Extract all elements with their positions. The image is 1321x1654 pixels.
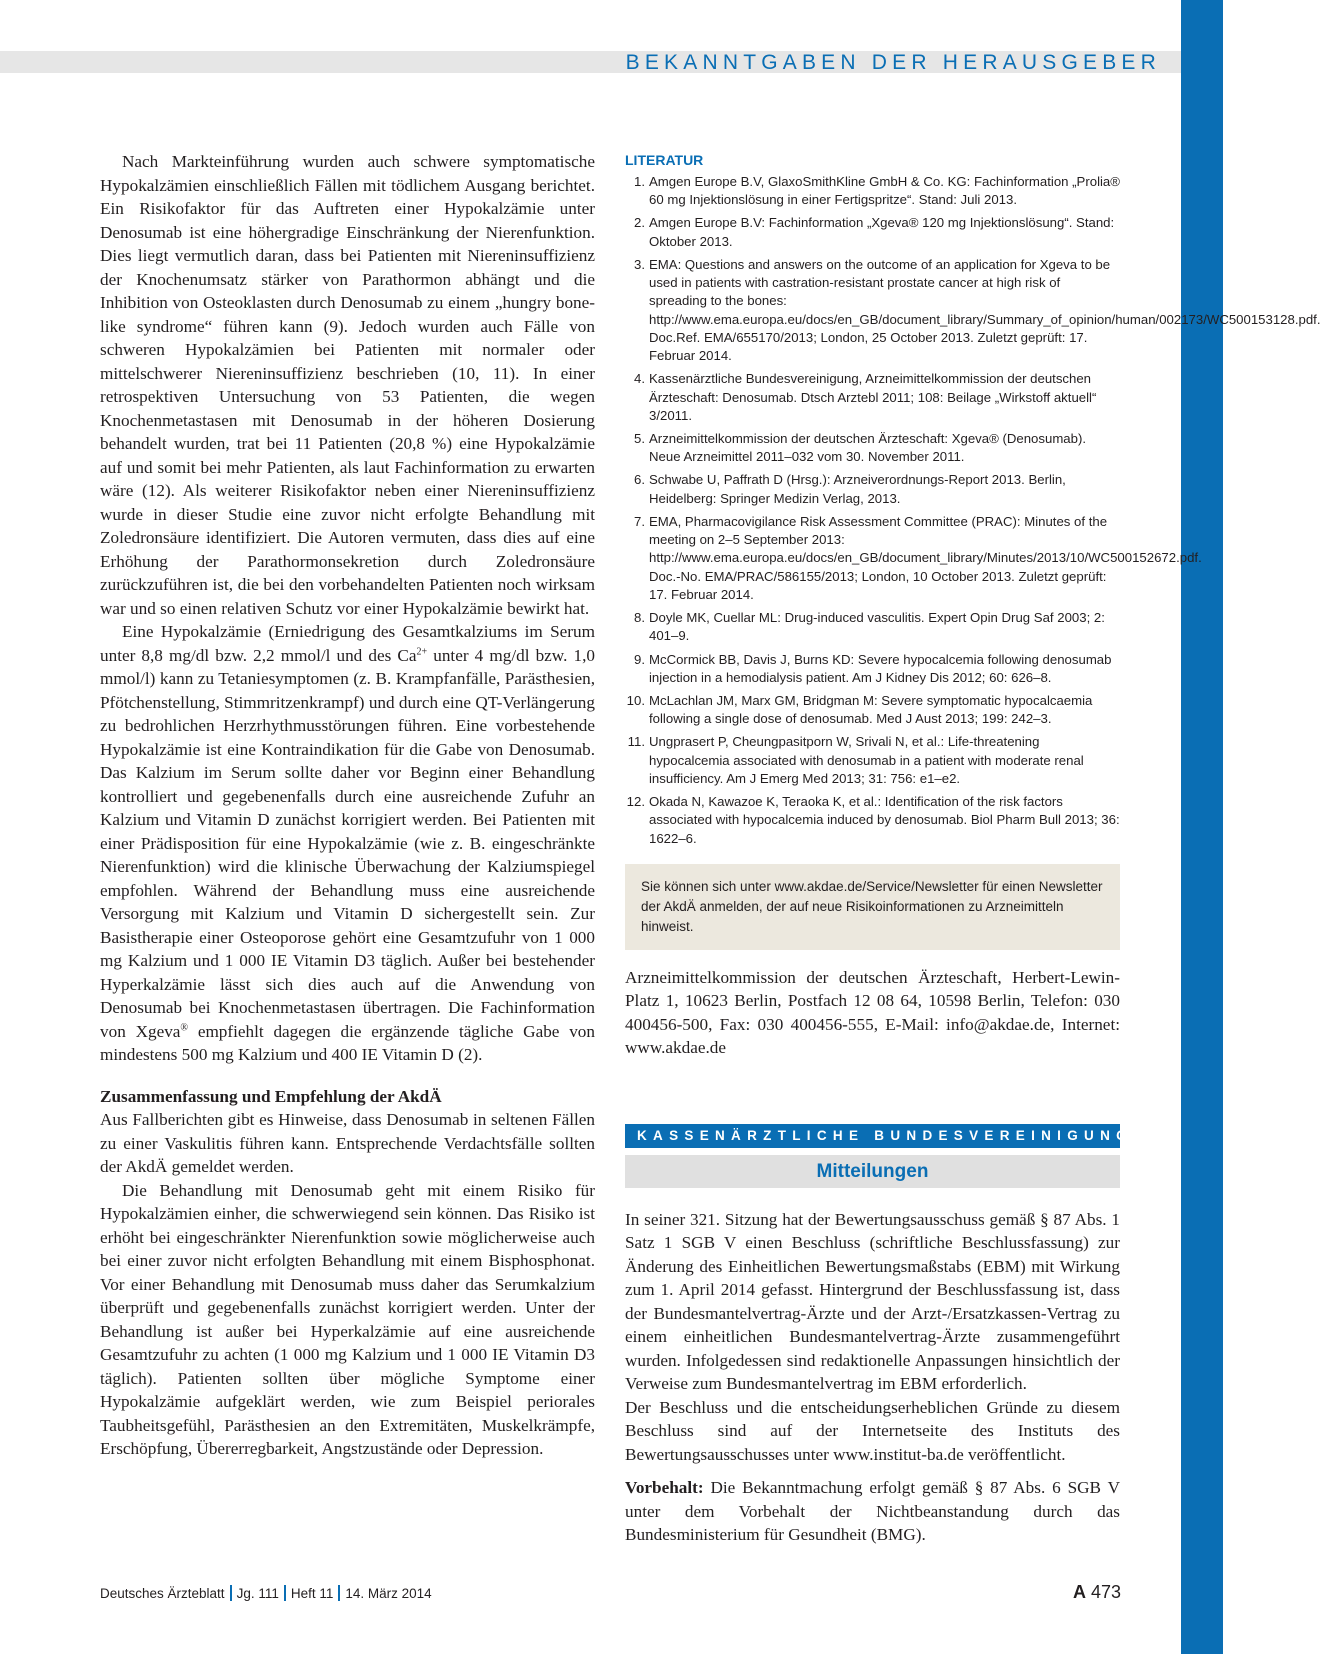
vorbehalt-text: Die Bekanntmachung erfolgt gemäß § 87 Abs. 6 SGB V unter dem Vorbehalt der Nichtbeanstandung durch das Bundesministerium für Gesundheit (BMG).	[625, 1478, 1120, 1545]
contact-paragraph: Arzneimittelkommission der deutschen Ärzteschaft, Herbert-Lewin-Platz 1, 10623 Berlin, Postfach 12 08 64, 10598 Berlin, Telefon: 030 400456-500, Fax: 030 400456-555, E-Mail: info@akdae.de, Internet: www.akdae.de	[625, 967, 1120, 1058]
kbv-section-bar: KASSENÄRZTLICHE BUNDESVEREINIGUNG	[625, 1124, 1120, 1148]
footer-volume: Jg. 111	[236, 1586, 279, 1601]
left-column	[100, 150, 595, 1461]
reference-text: Ungprasert P, Cheungpasitporn W, Srivali N, et al.: Life-threatening hypocalcemia associated with denosumab in a patient with moderate renal insufficiency. Am J Emerg Med 2013; 31: 756: e1–e2.	[649, 734, 1084, 786]
paragraph-2-text-c: empfiehlt dagegen die ergänzende tägliche Gabe von mindestens 500 mg Kalzium und 400 IE Vitamin D (2).	[100, 1021, 595, 1064]
paragraph-2-text-a: Eine Hypokalzämie (Erniedrigung des Gesamtkalziums im Serum unter 8,8 mg/dl bzw. 2,2 mmol/l und des Ca	[100, 622, 595, 665]
reference-number: 8.	[634, 610, 645, 626]
reference-text: McCormick BB, Davis J, Burns KD: Severe hypocalcemia following denosumab injection in a hemodialysis patient. Am J Kidney Dis 2012; 60: 626–8.	[649, 651, 1112, 685]
reference-item	[625, 609, 1120, 646]
body-paragraph-4: Die Behandlung mit Denosumab geht mit einem Risiko für Hypokalzämien einher, die schwerwiegend sein können. Das Risiko ist erhöht bei eingeschränkter Nierenfunktion sowie möglicherweise auch bei einer zuvor nicht erfolgten Behandlung mit einem Bisphosphonat. Vor einer Behandlung mit Denosumab muss daher das Serumkalzium überprüft und gegebenenfalls zunächst korrigiert werden. Unter der Behandlung ist außer bei Hyperkalzämie auf eine ausreichende Gesamtzufuhr zu achten (1 000 mg Kalzium und 1 000 IE Vitamin D3 täglich). Patienten sollten über mögliche Symptome einer Hypokalzämie aufgeklärt werden, wie zum Beispiel periorales Taubheitsgefühl, Parästhesien an den Extremitäten, Muskelkrämpfe, Erschöpfung, Übererregbarkeit, Angstzustände oder Depression.	[100, 1180, 595, 1458]
reference-item	[625, 651, 1120, 688]
footer-separator	[230, 1585, 232, 1601]
footer-journal: Deutsches Ärzteblatt	[100, 1586, 225, 1601]
reference-item	[625, 256, 1321, 366]
reference-text: Arzneimittelkommission der deutschen Ärzteschaft: Xgeva® (Denosumab). Neue Arzneimittel 2011–032 vom 30. November 2011.	[649, 431, 1087, 465]
reference-item	[625, 430, 1120, 467]
reference-number: 5.	[634, 431, 645, 447]
reference-number: 4.	[634, 371, 645, 387]
reference-item	[625, 214, 1120, 251]
reference-text: McLachlan JM, Marx GM, Bridgman M: Severe symptomatic hypocalcaemia following a single dose of denosumab. Med J Aust 2013; 199: 242–3.	[649, 692, 1093, 727]
page-prefix: A	[1072, 1582, 1086, 1602]
reference-item	[625, 793, 1120, 848]
body-paragraph-2	[100, 620, 595, 1067]
right-accent-bar	[1181, 0, 1223, 1654]
section-header-title: BEKANNTGABEN DER HERAUSGEBER	[625, 51, 1161, 74]
reference-text: Okada N, Kawazoe K, Teraoka K, et al.: Identification of the risk factors associated with hypocalcemia induced by denosumab. Biol Pharm Bull 2013; 36: 1622–6.	[649, 793, 1120, 846]
footer-journal-info	[100, 1585, 432, 1603]
reference-list	[625, 173, 1321, 848]
right-column	[625, 150, 1321, 1547]
footer-separator	[284, 1585, 286, 1601]
body-paragraph-3: Aus Fallberichten gibt es Hinweise, dass Denosumab in seltenen Fällen zu einer Vaskulitis führen kann. Entsprechende Verdachtsfälle sollten der AkdÄ gemeldet werden.	[100, 1110, 595, 1176]
reference-number: 12.	[626, 793, 645, 809]
footer-separator	[338, 1585, 340, 1601]
reference-number: 1.	[634, 174, 645, 189]
newsletter-info-box: Sie können sich unter www.akdae.de/Service/Newsletter für einen Newsletter der AkdÄ anmelden, der auf neue Risikoinformationen zu Arzneimitteln hinweist.	[625, 864, 1120, 950]
mitteilungen-heading: Mitteilungen	[625, 1155, 1120, 1188]
reference-text: Amgen Europe B.V: Fachinformation „Xgeva® 120 mg Injektionslösung“. Stand: Oktober 2013.	[649, 215, 1115, 249]
reference-number: 6.	[634, 472, 645, 488]
summary-subheading: Zusammenfassung und Empfehlung der AkdÄ	[100, 1086, 442, 1106]
reference-text: Doyle MK, Cuellar ML: Drug-induced vasculitis. Expert Opin Drug Saf 2003; 2: 401–9.	[649, 610, 1105, 644]
reference-item	[625, 471, 1120, 508]
literature-heading: LITERATUR	[625, 152, 704, 168]
reference-number: 7.	[634, 513, 645, 529]
reference-text: Kassenärztliche Bundesvereinigung, Arzneimittelkommission der deutschen Ärzteschaft: Denosumab. Dtsch Arztebl 2011; 108: Beilage „Wirkstoff aktuell“ 3/2011.	[649, 371, 1097, 423]
page-number: 473	[1090, 1582, 1121, 1602]
reference-number: 2.	[634, 215, 645, 231]
footer-issue: Heft 11	[290, 1586, 334, 1601]
reference-number: 3.	[634, 256, 645, 272]
calcium-superscript: 2+	[416, 645, 428, 657]
reference-text: Schwabe U, Paffrath D (Hrsg.): Arzneiverordnungs-Report 2013. Berlin, Heidelberg: Springer Medizin Verlag, 2013.	[649, 472, 1066, 506]
reference-item	[625, 370, 1120, 425]
reference-text: Amgen Europe B.V, GlaxoSmithKline GmbH & Co. KG: Fachinformation „Prolia® 60 mg Injektionslösung in einer Fertigspritze“. Stand: Juli 2013.	[649, 174, 1120, 208]
reference-number: 11.	[627, 734, 645, 750]
reference-number: 9.	[634, 651, 645, 667]
registered-mark: ®	[180, 1021, 189, 1033]
reference-text: EMA, Pharmacovigilance Risk Assessment Committee (PRAC): Minutes of the meeting on 2–5 September 2013: http://www.ema.europa.eu/docs/en_GB/document_library/Minutes/2013/10/WC500152672.pdf. Doc.-No. EMA/PRAC/586155/2013; London, 10 October 2013. Zuletzt geprüft: 17. Februar 2014.	[649, 513, 1202, 603]
vorbehalt-paragraph	[625, 1476, 1120, 1547]
footer-page-number	[1073, 1580, 1121, 1604]
reference-number: 10.	[626, 692, 645, 708]
vorbehalt-label: Vorbehalt:	[625, 1478, 704, 1498]
reference-text: EMA: Questions and answers on the outcome of an application for Xgeva to be used in patients with castration-resistant prostate cancer at high risk of spreading to the bones: http://www.ema.europa.eu/docs/en_GB/document_library/Summary_of_opinion/human/002173/WC500153128.pdf. Doc.Ref. EMA/655170/2013; London, 25 October 2013. Zuletzt geprüft: 17. Februar 2014.	[649, 256, 1321, 364]
paragraph-2-text-b: unter 4 mg/dl bzw. 1,0 mmol/l) kann zu Tetaniesymptomen (z. B. Krampfanfälle, Parästhesien, Pfötchenstellung, Stimmritzenkrampf) und durch eine QT-Verlängerung zu bedrohlichen Herzrhythmusstörungen führen. Eine vorbestehende Hypokalzämie ist eine Kontraindikation für die Gabe von Denosumab. Das Kalzium im Serum sollte daher vor Beginn einer Behandlung kontrolliert und gegebenenfalls durch eine ausreichende Zufuhr an Kalzium und Vitamin D zunächst korrigiert werden. Bei Patienten mit einer Prädisposition für eine Hypokalzämie (wie z. B. eingeschränkte Nierenfunktion) wird die klinische Überwachung der Kalziumspiegel empfohlen. Während der Behandlung muss eine ausreichende Versorgung mit Kalzium und Vitamin D sichergestellt sein. Zur Basistherapie einer Osteoporose gehört eine Gesamtzufuhr von 1 000 mg Kalzium und 1 000 IE Vitamin D3 täglich. Außer bei bestehender Hyperkalzämie lässt sich dies auch auf die Anwendung von Denosumab bei Knochenmetastasen übertragen. Die Fachinformation von Xgeva	[100, 645, 595, 1041]
reference-item	[625, 692, 1120, 729]
footer-date: 14. März 2014	[345, 1586, 432, 1601]
kbv-paragraph-1: In seiner 321. Sitzung hat der Bewertungsausschuss gemäß § 87 Abs. 1 Satz 1 SGB V einen Beschluss (schriftliche Beschlussfassung) zur Änderung des Einheitlichen Bewertungsmaßstabs (EBM) mit Wirkung zum 1. April 2014 gefasst. Hintergrund der Beschlussfassung ist, dass der Bundesmantelvertrag-Ärzte und der Arzt-/Ersatzkassen-Vertrag zu einem einheitlichen Bundesmantelvertrag-Ärzte zusammengeführt wurden. Infolgedessen sind redaktionelle Anpassungen hinsichtlich der Verweise zum Bundesmantelvertrag im EBM erforderlich.	[625, 1209, 1120, 1394]
reference-item	[625, 733, 1120, 788]
body-paragraph-1: Nach Markteinführung wurden auch schwere symptomatische Hypokalzämien einschließlich Fällen mit tödlichem Ausgang berichtet. Ein Risikofaktor für das Auftreten einer Hypokalzämie unter Denosumab ist eine höhergradige Einschränkung der Nierenfunktion. Dies liegt vermutlich daran, dass bei Patienten mit Niereninsuffizienz der Knochenumsatz stärker von Parathormon abhängt und die Inhibition von Osteoklasten durch Denosumab zu einem „hungry bone-like syndrome“ führen kann (9). Jedoch wurden auch Fälle von schweren Hypokalzämien bei Patienten mit normaler oder mittelschwerer Niereninsuffizienz beschrieben (10, 11). In einer retrospektiven Untersuchung von 53 Patienten, die wegen Knochenmetastasen mit Denosumab in der höheren Dosierung behandelt wurden, trat bei 11 Patienten (20,8 %) eine Hypokalzämie auf und somit bei mehr Patienten, als laut Fachinformation zu erwarten wäre (12). Als weiterer Risikofaktor neben einer Niereninsuffizienz wurde in dieser Studie eine zuvor nicht erfolgte Behandlung mit Zoledronsäure identifiziert. Die Autoren vermuten, dass dies auf eine Erhöhung der Parathormonsekretion durch Zoledronsäure zurückzuführen ist, die bei den vorbehandelten Patienten noch wirksam war und so einen relativen Schutz vor einer Hypokalzämie bewirkt hat.	[100, 152, 595, 618]
reference-item	[625, 513, 1202, 604]
reference-item	[625, 173, 1120, 210]
kbv-paragraph-2: Der Beschluss und die entscheidungserheblichen Gründe zu diesem Beschluss sind auf der Internetseite des Instituts des Bewertungsausschusses unter www.institut-ba.de veröffentlicht.	[625, 1397, 1120, 1464]
